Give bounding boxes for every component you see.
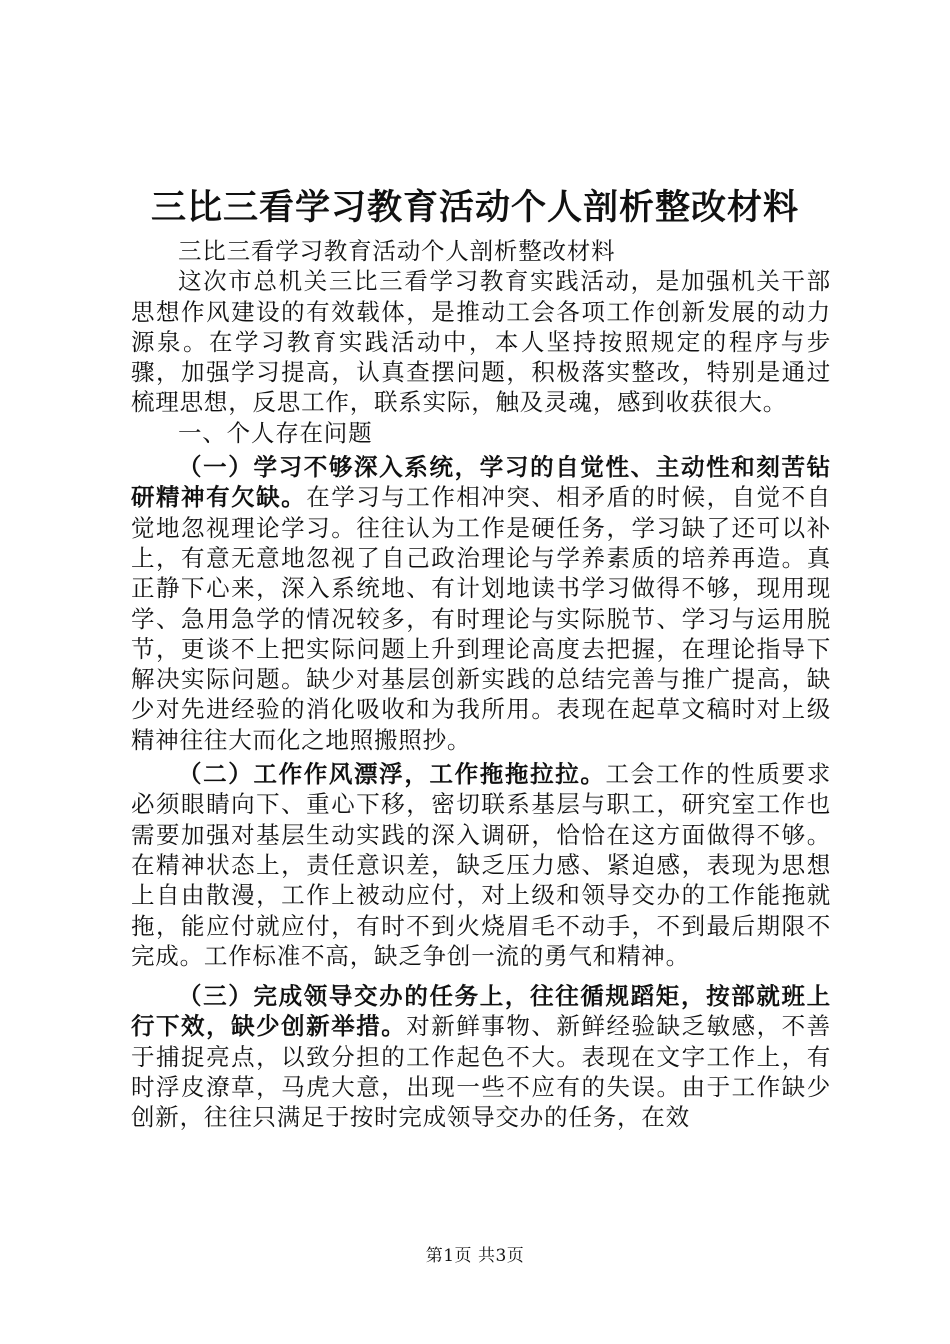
section-lead-2: （二）工作作风漂浮，工作拖拖拉拉。 [178, 760, 606, 789]
section-text-2: 工会工作的性质要求必须眼睛向下、重心下移，密切联系基层与职工，研究室工作也需要加强对基层生动实践的深入调研，恰恰在这方面做得不够。在精神状态上，责任意识差，缺乏压力感、紧迫感，表现为思想上自由散漫，工作上被动应付，对上级和领导交办的工作能拖就拖，能应付就应付，有时不到火烧眉毛不动手，不到最后期限不完成。工作标准不高，缺乏争创一流的勇气和精神。 [131, 760, 831, 970]
section-heading: 一、个人存在问题 [178, 418, 373, 447]
section-text-1: 在学习与工作相冲突、相矛盾的时候，自觉不自觉地忽视理论学习。往往认为工作是硬任务，学习缺了还可以补上，有意无意地忽视了自己政治理论与学养素质的培养再造。真正静下心来，深入系统地、有计划地读书学习做得不够，现用现学、急用急学的情况较多，有时理论与实际脱节、学习与运用脱节，更谈不上把实际问题上升到理论高度去把握，在理论指导下解决实际问题。缺少对基层创新实践的总结完善与推广提高，缺少对先进经验的消化吸收和为我所用。表现在起草文稿时对上级精神往往大而化之地照搬照抄。 [131, 483, 831, 754]
section-lead-1: （一）学习不够深入系统，学习的自觉性、主动性和刻苦钻研精神有欠缺。 [131, 453, 831, 512]
document-body [131, 236, 831, 1133]
section-paragraph-3 [131, 981, 831, 1132]
document-title: 三比三看学习教育活动个人剖析整改材料 [150, 187, 799, 228]
section-text-3: 对新鲜事物、新鲜经验缺乏敏感，不善于捕捉亮点，以致分担的工作起色不大。表现在文字工作上，有时浮皮潦草，马虎大意，出现一些不应有的失误。由于工作缺少创新，往往只满足于按时完成领导交办的任务，在效 [131, 1012, 831, 1132]
page-footer: 第1页 共3页 [425, 1246, 525, 1266]
section-paragraph-2 [131, 759, 831, 971]
section-lead-3: （三）完成领导交办的任务上，往往循规蹈矩，按部就班上行下效，缺少创新举措。 [131, 982, 831, 1041]
document-subtitle: 三比三看学习教育活动个人剖析整改材料 [178, 237, 616, 265]
intro-paragraph: 这次市总机关三比三看学习教育实践活动，是加强机关干部思想作风建设的有效载体，是推动工会各项工作创新发展的动力源泉。在学习教育实践活动中，本人坚持按照规定的程序与步骤，加强学习提高，认真查摆问题，积极落实整改，特别是通过梳理思想，反思工作，联系实际，触及灵魂，感到收获很大。 [131, 267, 831, 417]
section-paragraph-1 [131, 452, 831, 755]
